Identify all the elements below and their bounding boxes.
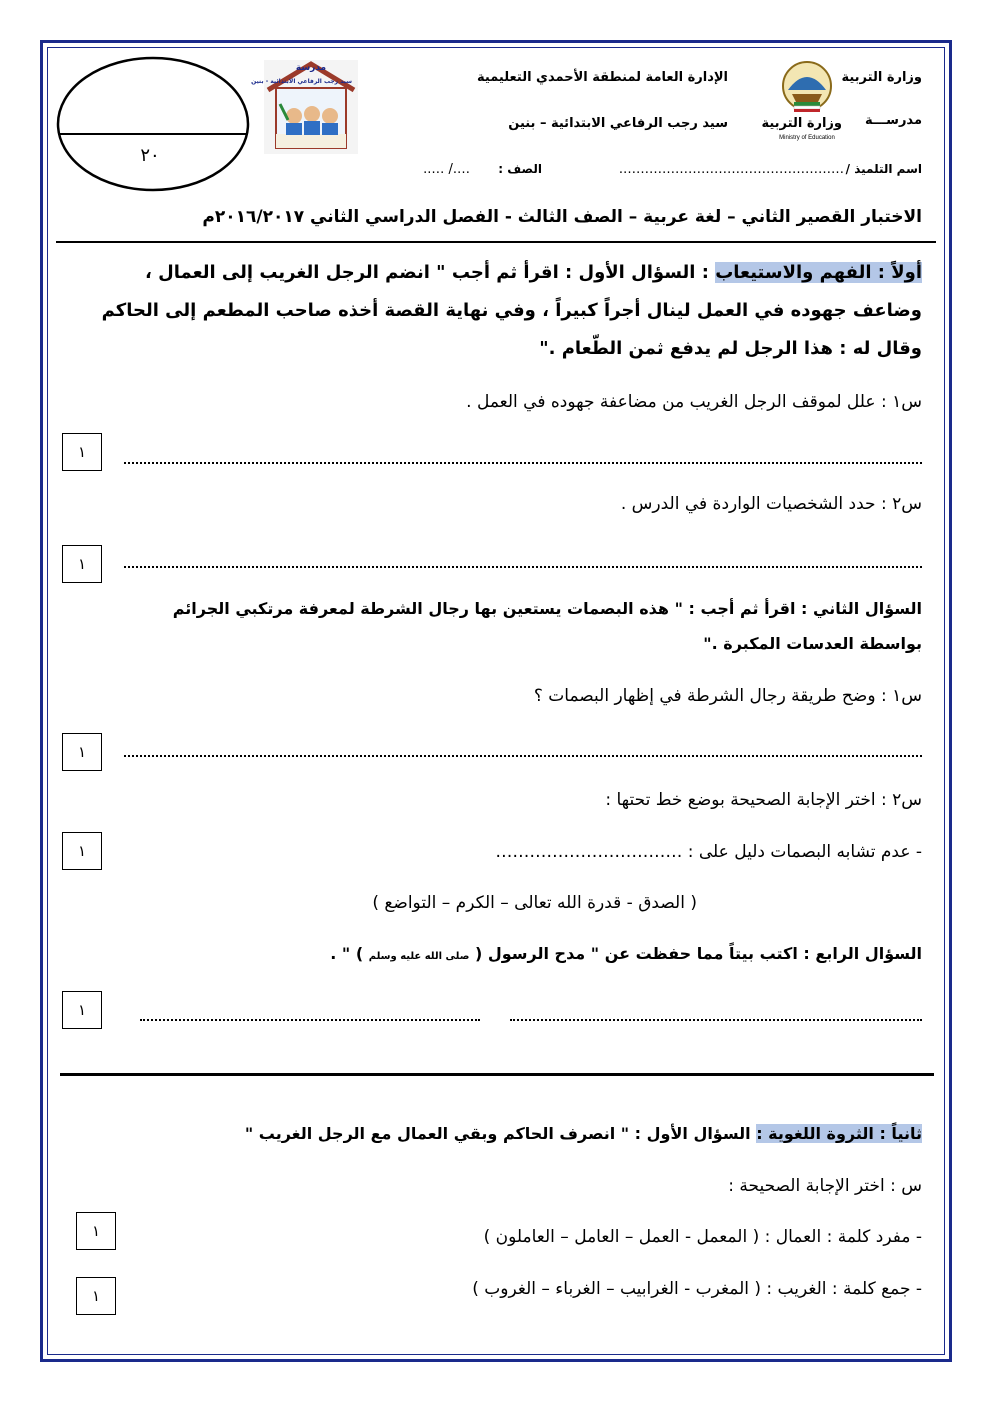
school-label: مدرســـة (864, 113, 922, 128)
answer-line[interactable] (124, 755, 922, 757)
score-box: ١ (62, 832, 102, 870)
section2-item1: - مفرد كلمة : العمال : ( المعمل - العمل – العامل – العاملون ) (483, 1227, 922, 1247)
section1-question2-line2: بواسطة العدسات المكبرة ." (703, 634, 922, 653)
section1-q4-end: ) " . (330, 944, 364, 963)
section1-question4 (330, 944, 922, 963)
student-name-field[interactable]: ……………………………………………. (618, 162, 844, 177)
section1-q4-honorific: صلى الله عليه وسلم (368, 951, 470, 962)
answer-line[interactable] (124, 462, 922, 464)
section-divider (60, 1073, 934, 1076)
section2-heading: ثانياً : الثروة اللغوية : (756, 1124, 922, 1143)
section2-instruction: س : اختر الإجابة الصحيحة : (728, 1176, 922, 1196)
section2-q1-text: السؤال الأول : " انصرف الحاكم وبقي العمال مع الرجل الغريب " (244, 1124, 751, 1143)
school-logo-title: مدرسة (295, 63, 327, 73)
school-logo (251, 60, 358, 154)
section1-q2-s2: س٢ : اختر الإجابة الصحيحة بوضع خط تحتها : (605, 790, 922, 810)
directorate-label: الإدارة العامة لمنطقة الأحمدي التعليمية (477, 70, 728, 85)
total-score-ellipse (56, 56, 250, 192)
section1-q1-s1: س١ : علل لموقف الرجل الغريب من مضاعفة جهوده في العمل . (466, 392, 922, 412)
title-divider (56, 241, 936, 243)
section1-heading: أولاً : الفهم والاستيعاب (715, 262, 922, 283)
exam-title: الاختبار القصير الثاني – لغة عربية – الصف الثالث - الفصل الدراسي الثاني ٢٠١٦/٢٠١٧م (202, 207, 922, 227)
answer-line[interactable] (140, 1019, 480, 1021)
section2-item2: - جمع كلمة : الغريب : ( المغرب - الغرابيب – الغرباء – الغروب ) (472, 1279, 922, 1299)
grade-field[interactable]: …./ ….. (423, 162, 470, 177)
section1-q4-text: السؤال الرابع : اكتب بيتاً مما حفظت عن " مدح الرسول ( (474, 944, 922, 963)
section1-q1-s2: س٢ : حدد الشخصيات الواردة في الدرس . (620, 494, 922, 514)
school-name: سيد رجب الرفاعي الابتدائية – بنين (508, 116, 728, 131)
section1-question1-line3: وقال له : هذا الرجل لم يدفع ثمن الطّعام ." (539, 338, 922, 359)
score-box: ١ (76, 1212, 116, 1250)
section1-q2-s1: س١ : وضح طريقة رجال الشرطة في إظهار البصمات ؟ (533, 686, 922, 706)
emblem-text-en: Ministry of Education (779, 135, 835, 141)
ministry-emblem (761, 58, 842, 146)
section1-q2-item: - عدم تشابه البصمات دليل على : …………………………… (495, 842, 922, 862)
score-box: ١ (62, 733, 102, 771)
school-logo-name: سيد رجب الرفاعي الابتدائية - بنين (251, 78, 352, 85)
section2-question1 (245, 1124, 922, 1143)
emblem-text-ar: وزارة التربية (761, 116, 842, 131)
answer-line[interactable] (124, 566, 922, 568)
ministry-label: وزارة التربية (841, 70, 922, 85)
section1-q2-choices: ( الصدق - قدرة الله تعالى – الكرم – التواضع ) (372, 893, 697, 913)
section1-question2-line1: السؤال الثاني : اقرأ ثم أجب : " هذه البصمات يستعين بها رجال الشرطة لمعرفة مرتكبي الجرائم (172, 599, 922, 618)
grade-label: الصف : (498, 162, 542, 176)
score-box: ١ (76, 1277, 116, 1315)
score-box: ١ (62, 991, 102, 1029)
score-box: ١ (62, 433, 102, 471)
score-box: ١ (62, 545, 102, 583)
total-score-value: ٢٠ (140, 145, 160, 166)
student-name-label: اسم التلميذ / (845, 162, 922, 176)
section1-question1-line2: وضاعف جهوده في العمل لينال أجراً كبيراً ، وفي نهاية القصة أخذه صاحب المطعم إلى الحاكم (101, 300, 922, 321)
section1-question1-line1 (145, 262, 922, 283)
answer-line[interactable] (510, 1019, 922, 1021)
section1-q1-intro: : السؤال الأول : اقرأ ثم أجب " انضم الرجل الغريب إلى العمال ، (145, 262, 709, 283)
